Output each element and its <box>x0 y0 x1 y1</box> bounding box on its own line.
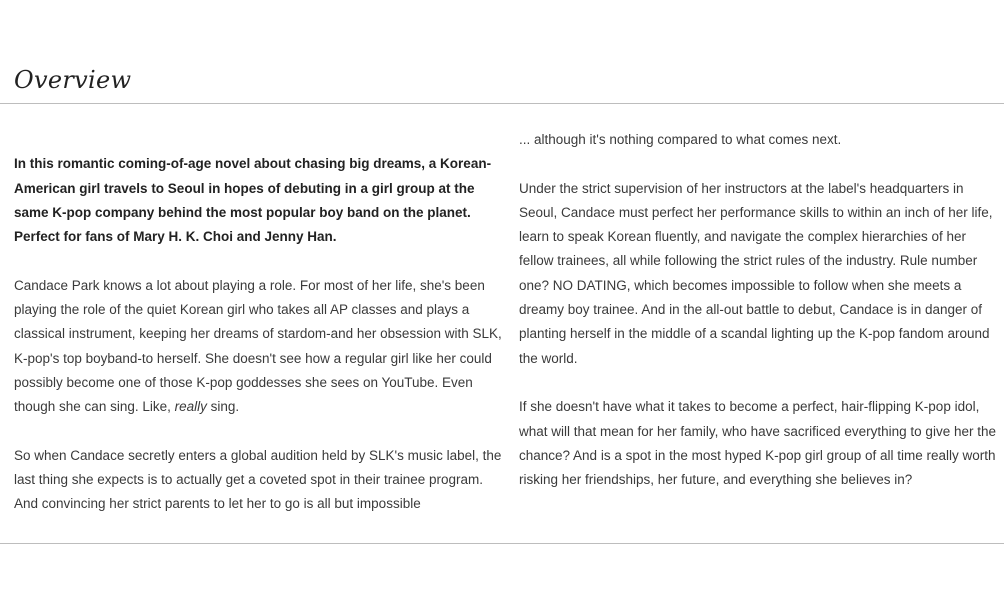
description-paragraph-3: ... although it's nothing compared to what comes next. <box>519 132 842 147</box>
description-paragraph-1-text: Candace Park knows a lot about playing a role. For most of her life, she's been playing the role of the quiet Korean girl who takes all AP classes and plays a classical instrument, keeping her dreams of stardom-and her obsession with SLK, K-pop's top boyband-to herself. She doesn't see how a regular girl like her could possibly become one of those K-pop goddesses she sees on YouTube. Even though she can sing. Like, <box>14 277 502 415</box>
description-paragraph-5: If she doesn't have what it takes to become a perfect, hair-flipping K-pop idol, what will that mean for her family, who have sacrificed everything to give her the chance? And is a spot in the most hyped K-pop girl group of all time really worth risking her friendships, her future, and everything she believes in? <box>519 399 996 488</box>
top-divider <box>0 103 1004 104</box>
bottom-divider <box>0 543 1004 544</box>
description-paragraph-1-end: sing. <box>206 399 240 415</box>
description-paragraph-1 <box>14 274 502 420</box>
intro-paragraph: In this romantic coming-of-age novel about chasing big dreams, a Korean-American girl travels to Seoul in hopes of debuting in a girl group at the same K-pop company behind the most popular boy band on the planet. Perfect for fans of Mary H. K. Choi and Jenny Han. <box>14 156 492 245</box>
overview-left-column <box>14 128 502 541</box>
overview-right-column <box>519 128 997 517</box>
emphasis-really: really <box>174 399 207 415</box>
description-paragraph-4: Under the strict supervision of her instructors at the label's headquarters in Seoul, Candace must perfect her performance skills to within an inch of her life, learn to speak Korean fluently, and navigate the complex hierarchies of her fellow trainees, all while following the strict rules of the industry. Rule number one? NO DATING, which becomes impossible to follow when she meets a dreamy boy trainee. And in the all-out battle to debut, Candace is in danger of planting herself in the middle of a scandal lighting up the K-pop fandom around the world. <box>519 180 993 366</box>
description-paragraph-2: So when Candace secretly enters a global audition held by SLK's music label, the last thing she expects is to actually get a coveted spot in their trainee program. And convincing her strict parents to let her to go is all but impossible <box>14 447 502 512</box>
section-title: Overview <box>14 66 132 94</box>
